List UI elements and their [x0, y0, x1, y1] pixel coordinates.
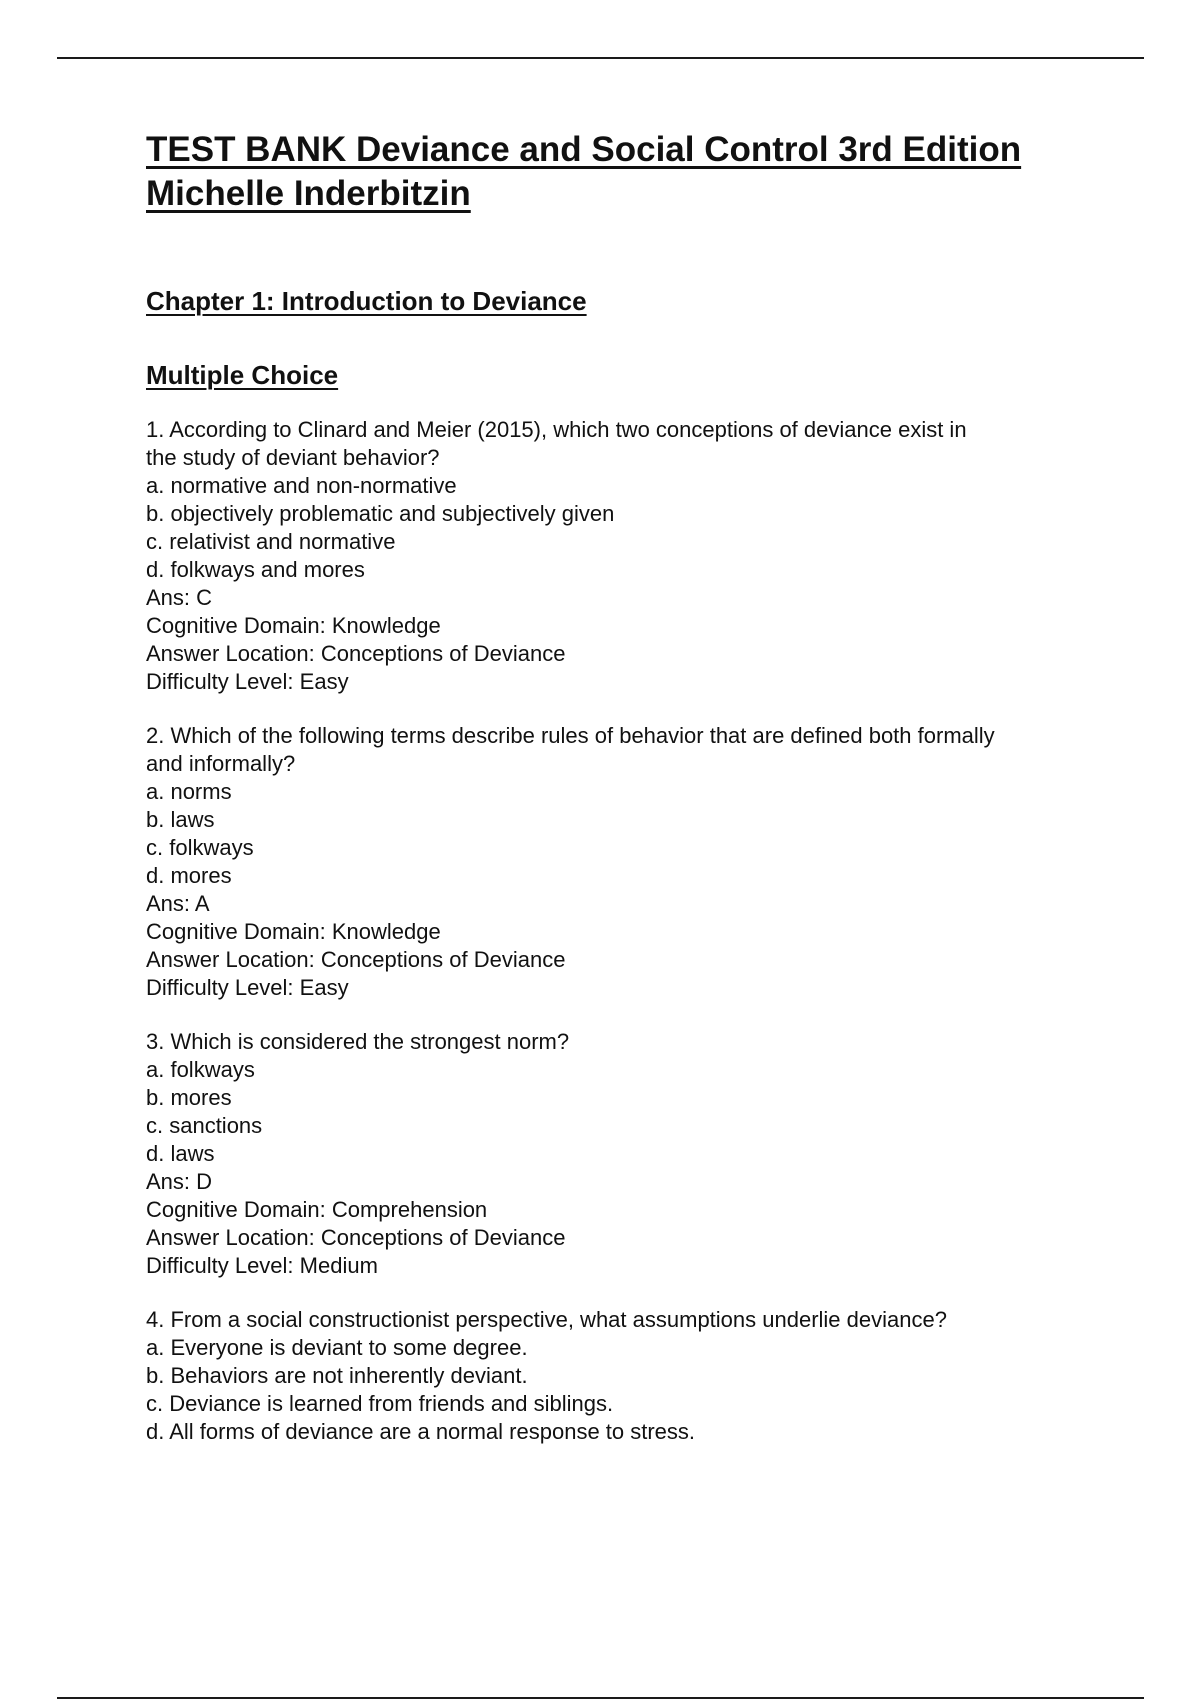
question-stem: 3. Which is considered the strongest norm?: [146, 1029, 570, 1054]
cognitive-domain: Cognitive Domain: Knowledge: [146, 613, 441, 638]
top-rule: [57, 57, 1144, 59]
question-stem: 2. Which of the following terms describe rules of behavior that are defined both formally: [146, 723, 995, 748]
title-line-2: Michelle Inderbitzin: [146, 174, 471, 213]
difficulty-level: Difficulty Level: Medium: [146, 1253, 378, 1278]
bottom-rule: [57, 1697, 1144, 1699]
answer-option: b. Behaviors are not inherently deviant.: [146, 1363, 528, 1388]
question-stem: and informally?: [146, 751, 296, 776]
question-stem: the study of deviant behavior?: [146, 445, 440, 470]
answer-option: c. folkways: [146, 835, 254, 860]
difficulty-level: Difficulty Level: Easy: [146, 669, 349, 694]
answer-key: Ans: C: [146, 585, 213, 610]
answer-option: d. mores: [146, 863, 232, 888]
question-block: [146, 416, 1106, 696]
answer-option: a. normative and non-normative: [146, 473, 457, 498]
answer-option: b. mores: [146, 1085, 232, 1110]
answer-location: Answer Location: Conceptions of Deviance: [146, 641, 566, 666]
cognitive-domain: Cognitive Domain: Knowledge: [146, 919, 441, 944]
answer-option: a. Everyone is deviant to some degree.: [146, 1335, 528, 1360]
answer-option: b. laws: [146, 807, 215, 832]
answer-option: c. sanctions: [146, 1113, 263, 1138]
answer-option: d. All forms of deviance are a normal response to stress.: [146, 1419, 696, 1444]
chapter-heading: Chapter 1: Introduction to Deviance: [146, 286, 587, 316]
answer-option: a. norms: [146, 779, 232, 804]
question-stem: 1. According to Clinard and Meier (2015), which two conceptions of deviance exist in: [146, 417, 967, 442]
question-list: [146, 416, 1106, 1446]
question-block: [146, 1306, 1106, 1446]
question-block: [146, 722, 1106, 1002]
answer-option: c. Deviance is learned from friends and siblings.: [146, 1391, 614, 1416]
answer-option: d. folkways and mores: [146, 557, 365, 582]
cognitive-domain: Cognitive Domain: Comprehension: [146, 1197, 488, 1222]
answer-location: Answer Location: Conceptions of Deviance: [146, 1225, 566, 1250]
question-stem: 4. From a social constructionist perspective, what assumptions underlie deviance?: [146, 1307, 947, 1332]
title-line-1: TEST BANK Deviance and Social Control 3rd Edition: [146, 130, 1022, 169]
answer-key: Ans: A: [146, 891, 210, 916]
answer-location: Answer Location: Conceptions of Deviance: [146, 947, 566, 972]
answer-option: b. objectively problematic and subjectively given: [146, 501, 615, 526]
answer-option: a. folkways: [146, 1057, 255, 1082]
answer-key: Ans: D: [146, 1169, 213, 1194]
section-heading: Multiple Choice: [146, 360, 339, 390]
question-block: [146, 1028, 1106, 1280]
answer-option: d. laws: [146, 1141, 215, 1166]
document-title: [146, 128, 1106, 216]
difficulty-level: Difficulty Level: Easy: [146, 975, 349, 1000]
document-body: [146, 128, 1106, 1472]
answer-option: c. relativist and normative: [146, 529, 396, 554]
